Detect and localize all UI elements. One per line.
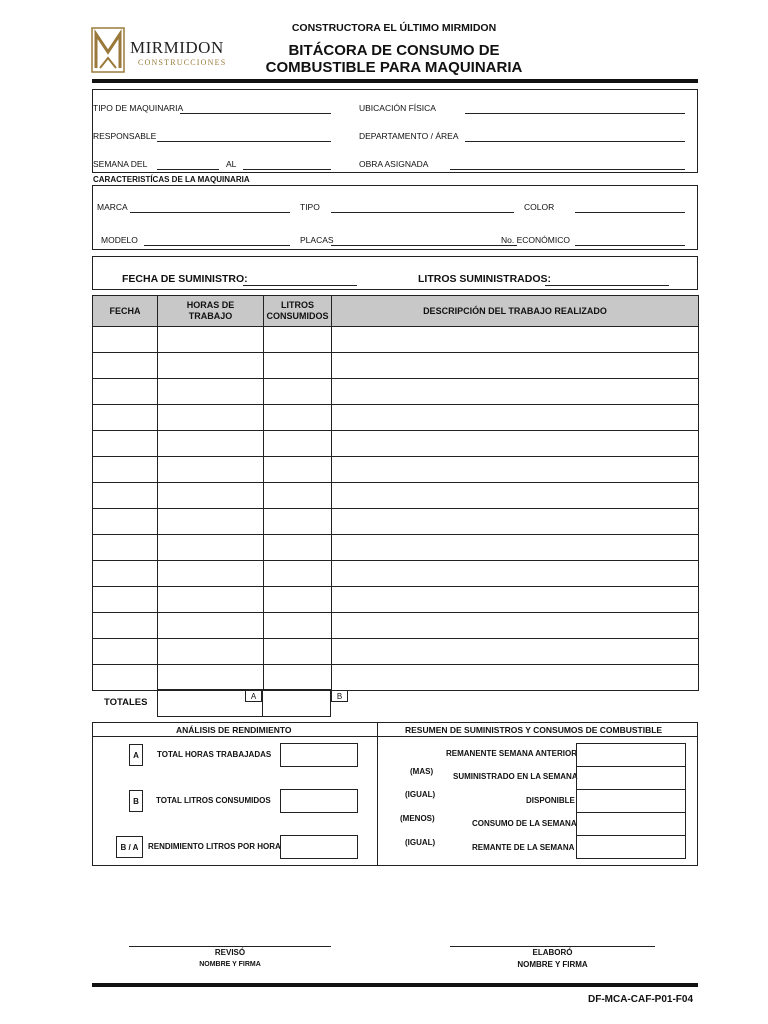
analisis-code-ba-text: B / A [120,843,139,852]
cell-fecha[interactable] [93,483,158,509]
cell-horas[interactable] [158,665,264,691]
cell-fecha[interactable] [93,509,158,535]
resumen-op-igual-2: (IGUAL) [405,838,436,847]
cell-fecha[interactable] [93,327,158,353]
cell-descripcion[interactable] [332,353,699,379]
label-color: COLOR [524,202,555,212]
field-departamento[interactable] [465,141,685,142]
cell-fecha[interactable] [93,613,158,639]
cell-fecha[interactable] [93,535,158,561]
label-responsable: RESPONSABLE [93,131,157,141]
cell-fecha[interactable] [93,587,158,613]
resumen-op-mas: (MAS) [410,767,434,776]
cell-litros[interactable] [264,587,332,613]
caracteristicas-section [92,185,698,250]
company-name: CONSTRUCTORA EL ÚLTIMO MIRMIDON [291,22,497,34]
table-row [93,587,699,613]
cell-horas[interactable] [158,509,264,535]
footer-rule [92,983,698,987]
analisis-code-a-text: A [133,751,139,760]
field-tipo[interactable] [331,212,514,213]
resumen-input-consumo[interactable] [576,812,686,836]
signature-sub-reviso: NOMBRE Y FIRMA [199,961,261,968]
cell-horas[interactable] [158,379,264,405]
cell-descripcion[interactable] [332,561,699,587]
marker-b [331,690,348,702]
total-litros-cell[interactable] [262,689,331,717]
label-marca: MARCA [97,202,128,212]
totales-label: TOTALES [104,697,148,708]
cell-horas[interactable] [158,431,264,457]
cell-descripcion[interactable] [332,483,699,509]
field-placas[interactable] [331,245,517,246]
cell-litros[interactable] [264,431,332,457]
label-obra: OBRA ASIGNADA [359,159,429,169]
cell-litros[interactable] [264,613,332,639]
cell-descripcion[interactable] [332,613,699,639]
analisis-label-horas: TOTAL HORAS TRABAJADAS [157,750,272,759]
cell-litros[interactable] [264,379,332,405]
cell-fecha[interactable] [93,639,158,665]
cell-horas[interactable] [158,483,264,509]
col-header-horas: HORAS DE TRABAJO [158,296,264,327]
resumen-label-disponible: DISPONIBLE [526,796,575,805]
analisis-code-b [129,790,143,812]
cell-descripcion[interactable] [332,327,699,353]
cell-litros[interactable] [264,535,332,561]
table-header-row [93,296,699,327]
label-placas: PLACAS [300,235,334,245]
cell-descripcion[interactable] [332,535,699,561]
analisis-input-horas[interactable] [280,743,358,767]
section-divider [377,722,378,866]
field-economico[interactable] [575,245,685,246]
cell-fecha[interactable] [93,457,158,483]
label-litros-suministrados: LITROS SUMINISTRADOS: [418,273,551,285]
company-logo [90,26,230,76]
cell-horas[interactable] [158,639,264,665]
col-header-fecha: FECHA [93,296,158,327]
field-color[interactable] [575,212,685,213]
consumo-table [92,295,699,691]
cell-horas[interactable] [158,587,264,613]
table-row [93,353,699,379]
cell-horas[interactable] [158,327,264,353]
resumen-input-suministrado[interactable] [576,766,686,790]
analisis-heading: ANÁLISIS DE RENDIMIENTO [176,725,292,735]
resumen-label-consumo: CONSUMO DE LA SEMANA [472,819,577,828]
cell-litros[interactable] [264,665,332,691]
cell-horas[interactable] [158,457,264,483]
label-al: AL [226,159,237,169]
label-modelo: MODELO [101,235,138,245]
label-semana-del: SEMANA DEL [93,159,148,169]
signature-label-elaboro: ELABORÓ [532,948,573,957]
cell-litros[interactable] [264,353,332,379]
analisis-input-rendimiento[interactable] [280,835,358,859]
signature-sub-elaboro: NOMBRE Y FIRMA [517,960,588,969]
logo-mark-icon [90,26,126,74]
cell-descripcion[interactable] [332,431,699,457]
label-departamento: DEPARTAMENTO / ÁREA [359,131,459,141]
cell-fecha[interactable] [93,353,158,379]
table-row [93,405,699,431]
field-semana-al[interactable] [243,169,331,170]
label-tipo-maquinaria: TIPO DE MAQUINARIA [93,103,184,113]
field-ubicacion[interactable] [465,113,685,114]
cell-descripcion[interactable] [332,457,699,483]
table-row [93,379,699,405]
document-title-line2: COMBUSTIBLE PARA MAQUINARIA [265,59,523,76]
logo-name: MIRMIDON [130,38,224,57]
signature-line-reviso[interactable] [129,946,331,947]
cell-litros[interactable] [264,509,332,535]
cell-descripcion[interactable] [332,405,699,431]
cell-descripcion[interactable] [332,639,699,665]
resumen-input-remante[interactable] [576,835,686,859]
cell-litros[interactable] [264,483,332,509]
resumen-label-remante: REMANTE DE LA SEMANA [472,843,575,852]
table-row [93,613,699,639]
resumen-heading: RESUMEN DE SUMINISTROS Y CONSUMOS DE COMBUSTIBLE [405,725,663,735]
label-ubicacion: UBICACIÓN FÍSICA [359,103,436,113]
signature-line-elaboro[interactable] [450,946,655,947]
cell-horas[interactable] [158,561,264,587]
cell-fecha[interactable] [93,405,158,431]
resumen-input-remanente-anterior[interactable] [576,743,686,767]
marker-b-text: B [336,692,343,701]
field-fecha-suministro[interactable] [243,285,357,286]
field-modelo[interactable] [144,245,290,246]
field-marca[interactable] [130,212,290,213]
table-row [93,509,699,535]
cell-litros[interactable] [264,327,332,353]
document-code: DF-MCA-CAF-P01-F04 [588,994,693,1005]
cell-horas[interactable] [158,405,264,431]
cell-litros[interactable] [264,457,332,483]
cell-litros[interactable] [264,561,332,587]
resumen-op-menos: (MENOS) [400,814,435,823]
cell-descripcion[interactable] [332,509,699,535]
col-header-litros: LITROS CONSUMIDOS [264,296,332,327]
cell-fecha[interactable] [93,561,158,587]
analisis-code-a [129,744,143,766]
analisis-code-ba [116,836,143,858]
analisis-label-rendimiento: RENDIMIENTO LITROS POR HORA [148,842,281,851]
cell-fecha[interactable] [93,379,158,405]
section-header-rule [92,736,698,737]
signature-label-reviso: REVISÓ [214,948,246,957]
field-litros-suministrados[interactable] [545,285,669,286]
field-tipo-maquinaria[interactable] [180,113,331,114]
cell-descripcion[interactable] [332,587,699,613]
table-row [93,483,699,509]
analisis-input-litros[interactable] [280,789,358,813]
resumen-op-igual-1: (IGUAL) [405,790,436,799]
label-fecha-suministro: FECHA DE SUMINISTRO: [122,273,248,285]
cell-descripcion[interactable] [332,665,699,691]
document-title-line1: BITÁCORA DE CONSUMO DE [288,42,500,59]
cell-horas[interactable] [158,613,264,639]
analisis-label-litros: TOTAL LITROS CONSUMIDOS [156,796,271,805]
table-row [93,327,699,353]
logo-subtitle: CONSTRUCCIONES [138,58,227,67]
table-row [93,431,699,457]
field-responsable[interactable] [157,141,331,142]
table-row [93,535,699,561]
table-row [93,639,699,665]
marker-a-text: A [250,692,257,701]
cell-horas[interactable] [158,353,264,379]
resumen-label-suministrado: SUMINISTRADO EN LA SEMANA [453,772,578,781]
field-semana-del[interactable] [157,169,219,170]
resumen-label-remanente-anterior: REMANENTE SEMANA ANTERIOR [446,749,577,758]
cell-fecha[interactable] [93,431,158,457]
col-header-descripcion: DESCRIPCIÓN DEL TRABAJO REALIZADO [332,296,699,327]
table-row [93,457,699,483]
cell-fecha[interactable] [93,665,158,691]
marker-a [245,690,262,702]
resumen-input-disponible[interactable] [576,789,686,813]
cell-litros[interactable] [264,405,332,431]
label-economico: No. ECONÓMICO [501,235,570,245]
table-row [93,561,699,587]
label-tipo: TIPO [300,202,320,212]
cell-descripcion[interactable] [332,379,699,405]
header-rule [92,79,698,83]
table-row [93,665,699,691]
field-obra[interactable] [450,169,685,170]
cell-horas[interactable] [158,535,264,561]
cell-litros[interactable] [264,639,332,665]
analisis-code-b-text: B [133,797,139,806]
caracteristicas-heading: CARACTERISTÍCAS DE LA MAQUINARIA [93,175,250,184]
